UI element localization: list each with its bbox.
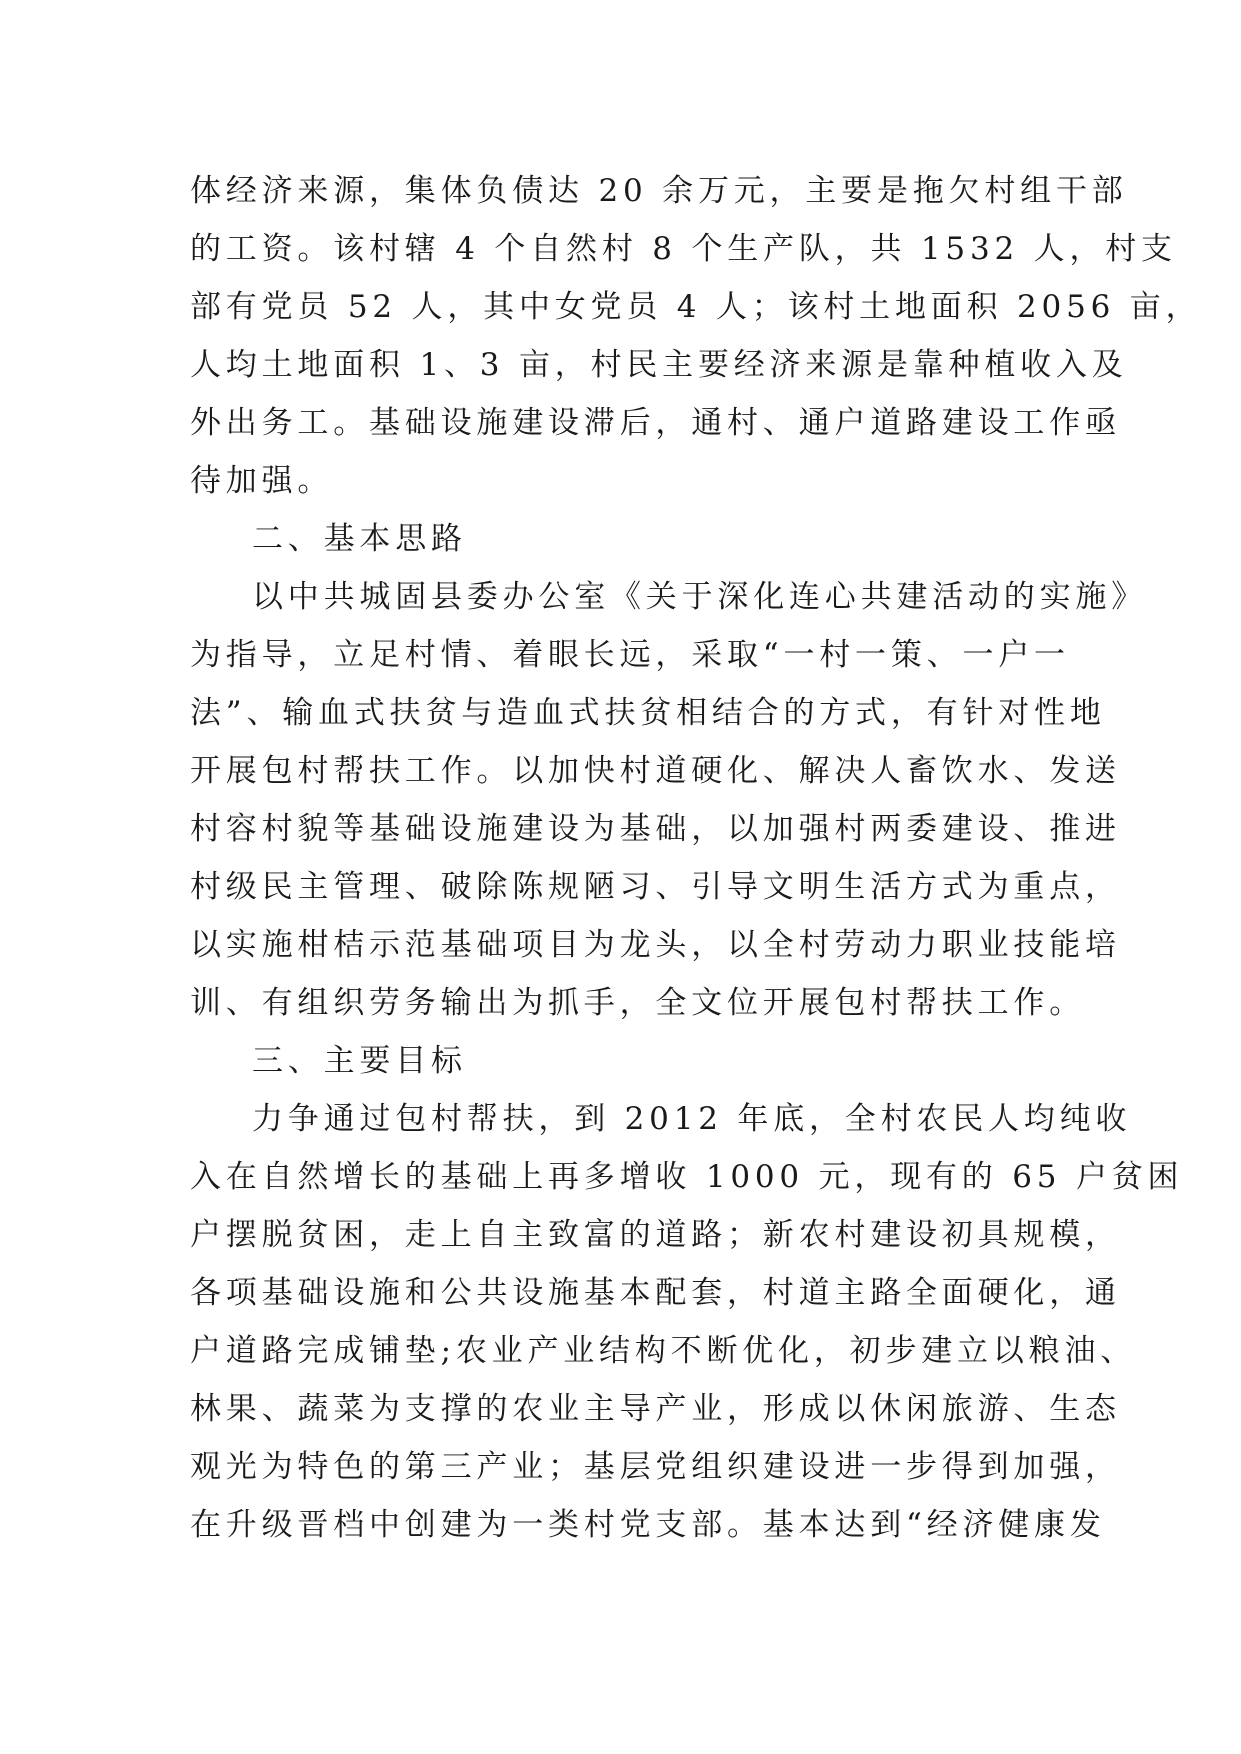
text-line: 林果、蔬菜为支撑的农业主导产业，形成以休闲旅游、生态: [190, 1391, 1121, 1427]
text-line: 部有党员 52 人，其中女党员 4 人；该村土地面积 2056 亩，: [190, 289, 1202, 325]
text-line: 村容村貌等基础设施建设为基础，以加强村两委建设、推进: [190, 811, 1121, 847]
text-line: 各项基础设施和公共设施基本配套，村道主路全面硬化，通: [190, 1275, 1121, 1311]
text-line: 训、有组织劳务输出为抓手，全文位开展包村帮扶工作。: [190, 985, 1085, 1021]
text-line: 法”、输血式扶贫与造血式扶贫相结合的方式，有针对性地: [190, 695, 1106, 731]
paragraph-first-line: 以中共城固县委办公室《关于深化连心共建活动的实施》: [252, 579, 1147, 615]
text-line: 在升级晋档中创建为一类村党支部。基本达到“经济健康发: [190, 1507, 1106, 1543]
body-text: [190, 162, 1202, 1554]
text-line: 为指导，立足村情、着眼长远，采取“一村一策、一户一: [190, 637, 1070, 673]
text-line: 体经济来源，集体负债达 20 余万元，主要是拖欠村组干部: [190, 173, 1128, 209]
text-line: 村级民主管理、破除陈规陋习、引导文明生活方式为重点，: [190, 869, 1121, 905]
text-line: 入在自然增长的基础上再多增收 1000 元，现有的 65 户贫困: [190, 1159, 1184, 1195]
text-line: 户道路完成铺垫;农业产业结构不断优化，初步建立以粮油、: [190, 1333, 1137, 1369]
section-heading-basic-approach: 二、基本思路: [252, 521, 467, 557]
paragraph-first-line: 力争通过包村帮扶，到 2012 年底，全村农民人均纯收: [252, 1101, 1132, 1137]
text-line: 观光为特色的第三产业；基层党组织建设进一步得到加强，: [190, 1449, 1121, 1485]
section-heading-main-goals: 三、主要目标: [252, 1043, 467, 1079]
text-line: 的工资。该村辖 4 个自然村 8 个生产队，共 1532 人，村支: [190, 231, 1177, 267]
text-line: 以实施柑桔示范基础项目为龙头，以全村劳动力职业技能培: [190, 927, 1121, 963]
text-line: 户摆脱贫困，走上自主致富的道路；新农村建设初具规模，: [190, 1217, 1121, 1253]
text-line: 人均土地面积 1、3 亩，村民主要经济来源是靠种植收入及: [190, 347, 1128, 383]
text-line: 待加强。: [190, 463, 334, 499]
text-line: 外出务工。基础设施建设滞后，通村、通户道路建设工作亟: [190, 405, 1121, 441]
text-line: 开展包村帮扶工作。以加快村道硬化、解决人畜饮水、发送: [190, 753, 1121, 789]
